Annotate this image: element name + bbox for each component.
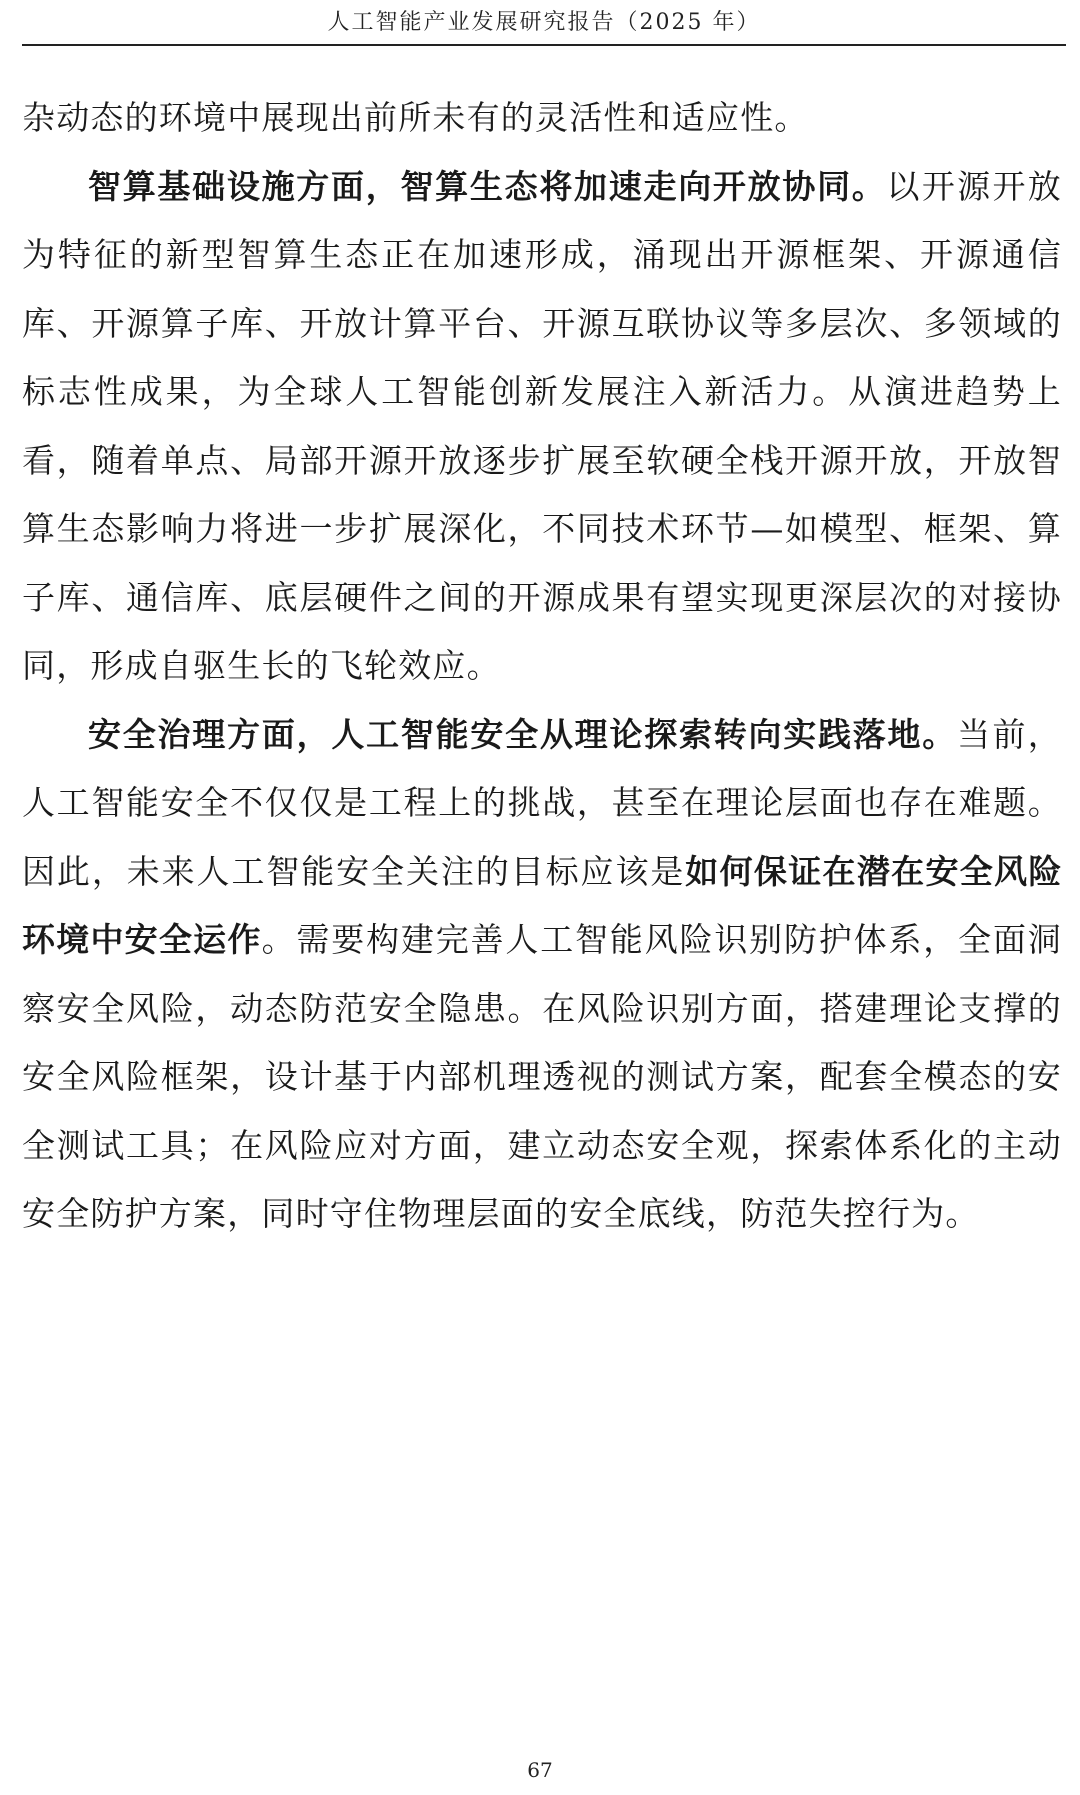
header-title: 人工智能产业发展研究报告（2025 年） [327,10,761,35]
paragraph-text: 当前，人工智能安全不仅仅是工程上的挑战，甚至在理论层面也存在难题。因此，未来人工智能安全关注的目标应该是 [22,714,1063,891]
paragraph-safety-governance [22,701,1062,1249]
paragraph-text: 杂动态的环境中展现出前所未有的灵活性和适应性。 [22,98,809,137]
page-number: 67 [527,1758,553,1782]
paragraph-lead: 智算基础设施方面，智算生态将加速走向开放协同。 [88,166,887,206]
paragraph-text: 以开源开放为特征的新型智算生态正在加速形成，涌现出开源框架、开源通信库、开源算子库、开放计算平台、开源互联协议等多层次、多领域的标志性成果，为全球人工智能创新发展注入新活力。从演进趋势上看，随着单点、局部开源开放逐步扩展至软硬全栈开源开放，开放智算生态影响力将进一步扩展深化，不同技术环节—如模型、框架、算子库、通信库、底层硬件之间的开源成果有望实现更深层次的对接协同，形成自驱生长的飞轮效应。 [22,166,1062,685]
document-body [22,84,1062,1249]
paragraph-continuation [22,84,1062,153]
paragraph-emphasis: 如何保证在潜在安全风险环境中安全运作 [22,851,1062,959]
paragraph-lead: 安全治理方面，人工智能安全从理论探索转向实践落地。 [88,714,958,754]
page-header [22,6,1066,46]
paragraph-computing-ecosystem [22,153,1062,701]
paragraph-text: 。需要构建完善人工智能风险识别防护体系，全面洞察安全风险，动态防范安全隐患。在风险识别方面，搭建理论支撑的安全风险框架，设计基于内部机理透视的测试方案，配套全模态的安全测试工具；在风险应对方面，建立动态安全观，探索体系化的主动安全防护方案，同时守住物理层面的安全底线，防范失控行为。 [22,920,1062,1233]
